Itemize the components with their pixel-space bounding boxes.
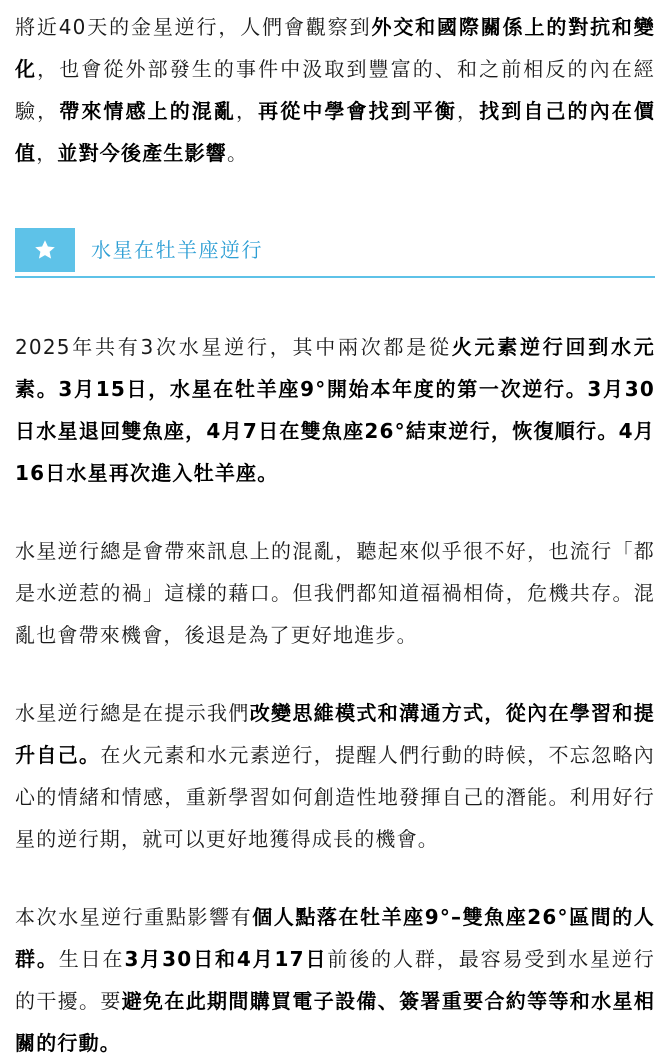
text-span: ，: [457, 99, 480, 123]
bold-text: 外交和國際關係上的對抗和變化: [15, 15, 655, 81]
paragraph-venus-retrograde: [15, 0, 655, 174]
text-span: ，: [36, 141, 58, 165]
text-span: 。: [227, 141, 249, 165]
bold-text: 火元素逆行回到水元素。3月15日，水星在牡羊座9°開始本年度的第一次逆行。3月30日水星退回雙魚座，4月7日在雙魚座26°結束逆行，恢復順行。4月16日水星再次進入牡羊座。: [15, 335, 655, 485]
bold-text: 改變思維模式和溝通方式，從內在學習和提升自己。: [15, 701, 655, 767]
text-span: ，: [37, 99, 60, 123]
bold-text: 找到自己的內在價值: [15, 99, 656, 165]
bold-text: 並對今後產生影響: [57, 141, 228, 165]
paragraph-mercury-dates: [15, 326, 655, 494]
text-span: ，: [236, 99, 259, 123]
bold-text: 再從中學會找到平衡: [258, 99, 458, 123]
text-span: 將近40天的金星逆行，人們會觀察到: [15, 15, 372, 39]
section-title: 水星在牡羊座逆行: [91, 238, 263, 262]
bold-text: 避免在此期間購買電子設備、簽署重要合約等等和水星相關的行動。: [15, 989, 656, 1055]
text-span: 在火元素和水元素逆行，提醒人們行動的時候，不忘忽略內心的情緒和情感，重新學習如何創造性地發揮自己的潛能。利用好行星的逆行期，就可以更好地獲得成長的機會。: [15, 743, 655, 851]
bold-text: 3月30日和4月17日: [124, 947, 328, 971]
text-span: ，也會從外部發生的事件中汲取到豐富的、和之前相反的內在經驗: [15, 57, 655, 123]
bold-text: 帶來情感上的混亂: [59, 99, 237, 123]
text-span: 水星逆行總是會帶來訊息上的混亂，聽起來似乎很不好，也流行「都是水逆惹的禍」這樣的藉口。但我們都知道福禍相倚，危機共存。混亂也會帶來機會，後退是為了更好地進步。: [15, 539, 655, 647]
paragraph-mercury-growth: [15, 692, 655, 860]
paragraph-mercury-impact: [15, 896, 655, 1064]
text-span: 前後的人群，最容易受到水星逆行的干擾。要: [15, 947, 655, 1013]
paragraph-mercury-confusion: [15, 530, 655, 656]
section-heading: [15, 220, 655, 278]
text-span: 生日在: [58, 947, 125, 971]
text-span: 2025年共有3次水星逆行，其中兩次都是從: [15, 335, 452, 359]
star-icon: [33, 238, 57, 262]
bold-text: 個人點落在牡羊座9°–雙魚座26°區間的人群。: [15, 905, 655, 971]
text-span: 水星逆行總是在提示我們: [15, 701, 250, 725]
text-span: 本次水星逆行重點影響有: [15, 905, 253, 929]
heading-badge: [15, 228, 75, 272]
article: [15, 0, 655, 1064]
